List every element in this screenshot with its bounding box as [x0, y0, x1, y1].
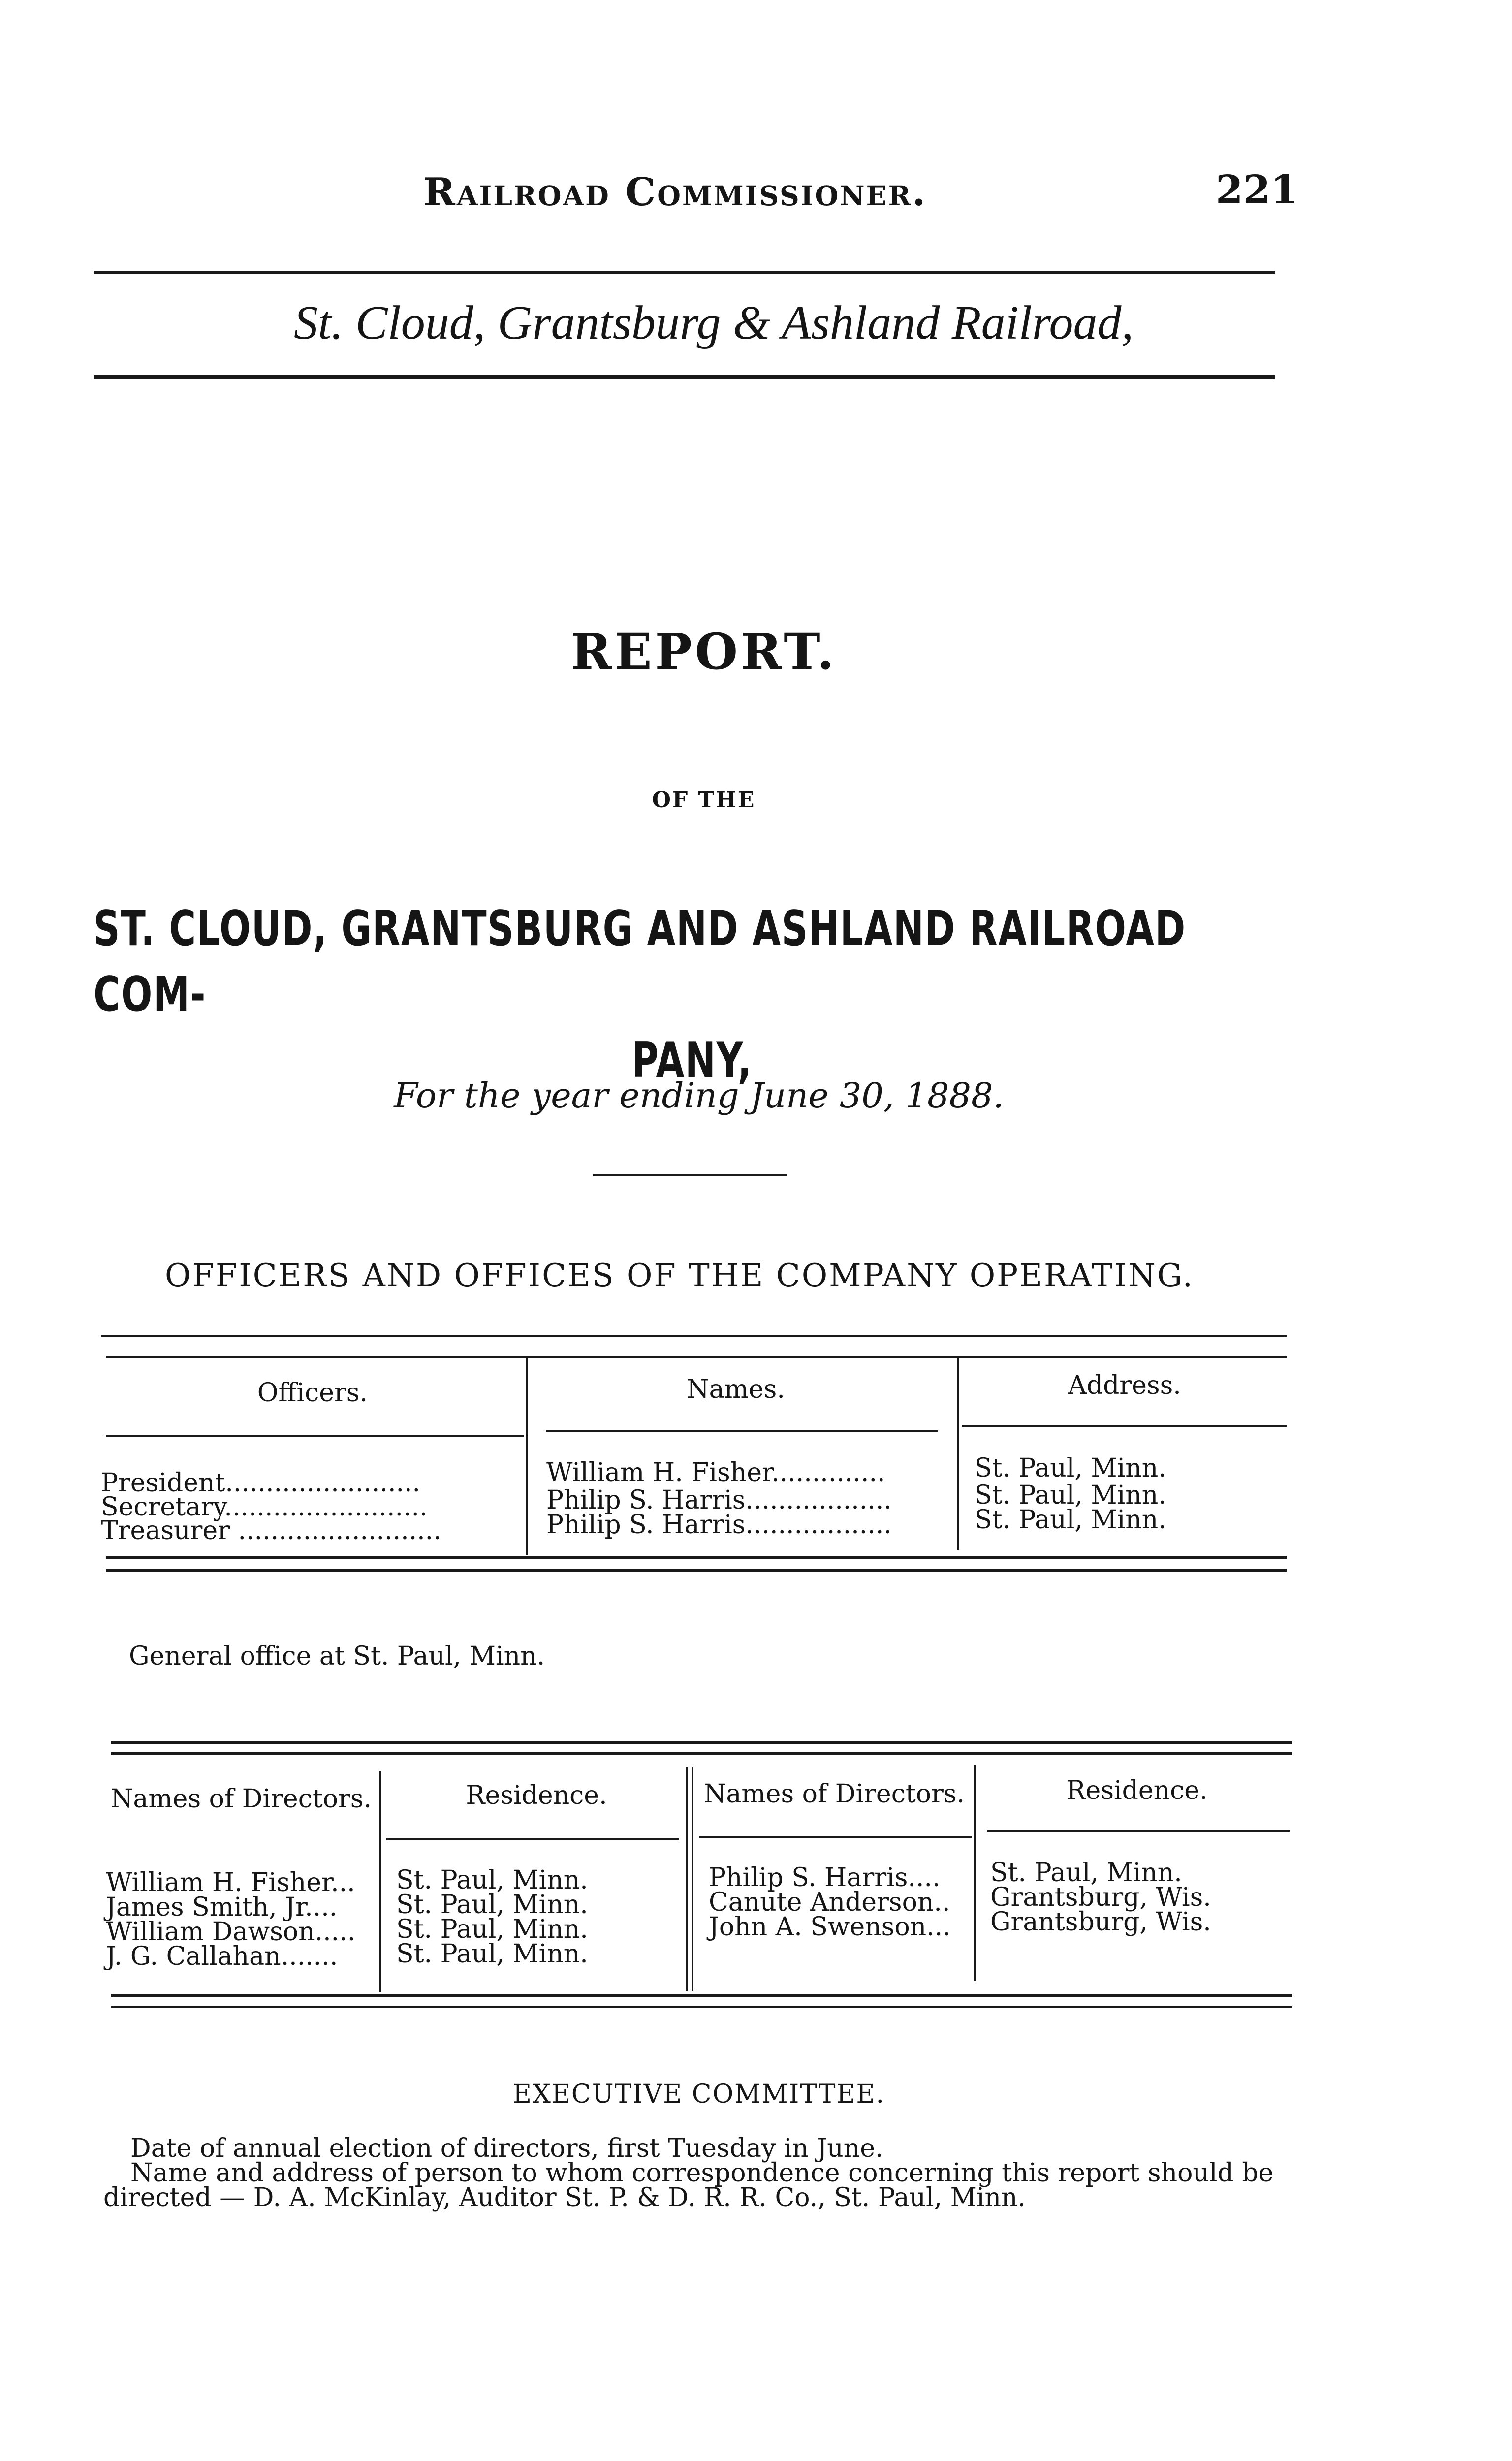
officer-title: Secretary.........................: [101, 1492, 428, 1522]
director-residence: St. Paul, Minn.: [396, 1939, 588, 1969]
table-bottom-rule-inner: [111, 2006, 1292, 2008]
column-header-residence: Residence.: [466, 1781, 607, 1810]
director-name: William Dawson.....: [106, 1917, 356, 1947]
director-residence: St. Paul, Minn.: [396, 1890, 588, 1920]
director-name: William H. Fisher...: [106, 1868, 355, 1897]
header-underline: [987, 1830, 1290, 1832]
company-name-line1: ST. CLOUD, GRANTSBURG AND ASHLAND RAILROAD COM-: [94, 901, 1186, 1023]
officer-address: St. Paul, Minn.: [975, 1481, 1166, 1510]
officer-address: St. Paul, Minn.: [975, 1505, 1166, 1535]
report-period: For the year ending June 30, 1888.: [394, 1075, 1004, 1116]
director-name: James Smith, Jr....: [106, 1893, 338, 1922]
column-divider: [692, 1767, 693, 1991]
of-the-label: OF THE: [652, 788, 756, 813]
director-residence: Grantsburg, Wis.: [990, 1907, 1211, 1937]
officers-heading: OFFICERS AND OFFICES OF THE COMPANY OPERATING.: [165, 1258, 1194, 1294]
column-divider: [974, 1765, 976, 1981]
executive-committee-heading: EXECUTIVE COMMITTEE.: [512, 2080, 885, 2109]
header-underline: [386, 1838, 679, 1840]
correspondence-line: Name and address of person to whom correspondence concerning this report should be: [130, 2158, 1274, 2188]
column-header-address: Address.: [1068, 1371, 1181, 1400]
officer-address: St. Paul, Minn.: [975, 1453, 1166, 1483]
page-number: 221: [1216, 166, 1298, 213]
header-rule-top: [94, 271, 1275, 274]
company-name-line2: PANY,: [631, 1033, 753, 1089]
officer-title: Treasurer .........................: [101, 1516, 441, 1546]
column-divider: [526, 1358, 528, 1555]
director-name: J. G. Callahan.......: [106, 1942, 338, 1971]
table-top-rule-inner: [106, 1356, 1287, 1358]
general-office-note: General office at St. Paul, Minn.: [129, 1641, 545, 1671]
header-underline: [546, 1430, 938, 1432]
correspondence-contact-line: directed — D. A. McKinlay, Auditor St. P. & D. R. R. Co., St. Paul, Minn.: [103, 2183, 1026, 2212]
column-header-names: Names.: [687, 1375, 785, 1404]
officer-name: William H. Fisher..............: [546, 1458, 885, 1487]
header-underline: [962, 1425, 1287, 1427]
report-heading: REPORT.: [570, 623, 837, 681]
officer-name: Philip S. Harris..................: [546, 1485, 892, 1515]
column-header-director-names: Names of Directors.: [703, 1779, 965, 1809]
officer-title: President........................: [101, 1468, 421, 1498]
table-bottom-rule: [111, 1994, 1292, 1997]
column-header-director-names: Names of Directors.: [110, 1784, 372, 1814]
director-residence: St. Paul, Minn.: [990, 1858, 1182, 1888]
director-residence: Grantsburg, Wis.: [990, 1883, 1211, 1912]
column-header-officers: Officers.: [257, 1378, 368, 1408]
header-underline: [699, 1836, 972, 1838]
election-date-line: Date of annual election of directors, first Tuesday in June.: [130, 2134, 883, 2163]
header-underline: [106, 1435, 524, 1437]
table-top-rule-inner: [111, 1752, 1292, 1755]
table-bottom-rule: [106, 1556, 1287, 1559]
table-top-rule: [111, 1741, 1292, 1744]
running-head: Railroad Commissioner.: [423, 170, 927, 215]
director-name: Canute Anderson..: [709, 1888, 950, 1917]
director-residence: St. Paul, Minn.: [396, 1915, 588, 1944]
officer-name: Philip S. Harris..................: [546, 1510, 892, 1540]
table-bottom-rule-inner: [106, 1569, 1287, 1572]
table-top-rule: [101, 1335, 1287, 1337]
column-header-residence: Residence.: [1066, 1776, 1208, 1805]
director-residence: St. Paul, Minn.: [396, 1865, 588, 1895]
director-name: John A. Swenson...: [709, 1912, 951, 1942]
column-divider: [686, 1767, 688, 1991]
column-divider: [379, 1771, 381, 1992]
short-divider: [593, 1174, 788, 1176]
director-name: Philip S. Harris....: [709, 1863, 941, 1893]
company-name: [94, 896, 1186, 1094]
column-divider: [957, 1358, 959, 1550]
header-rule-bottom: [94, 375, 1275, 379]
railroad-title: St. Cloud, Grantsburg & Ashland Railroad,: [293, 296, 1134, 349]
